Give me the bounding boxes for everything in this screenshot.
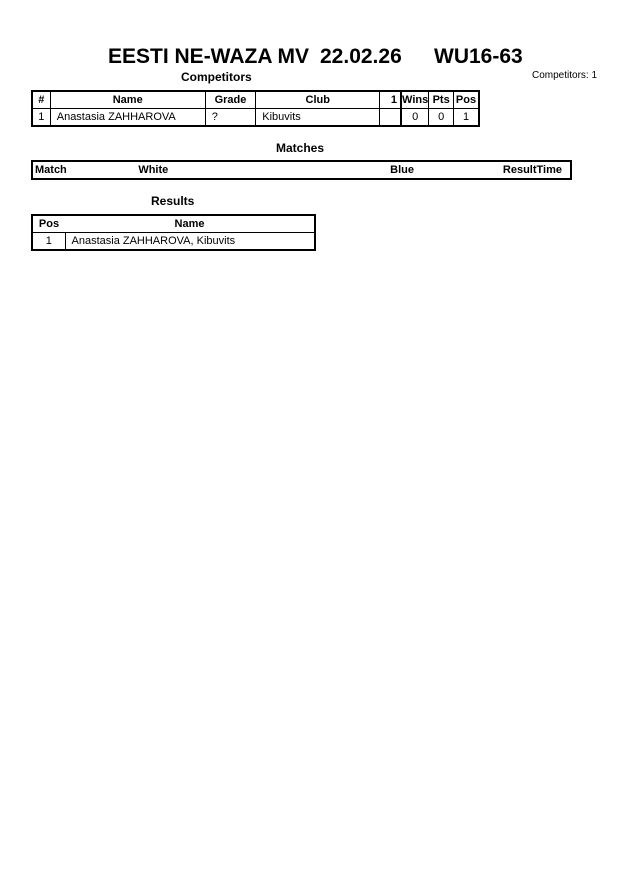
col-pts-header: Pts [429,91,454,109]
competitors-table [31,90,480,127]
competitor-num: 1 [32,109,50,127]
col-time-header: Time [536,163,562,176]
event-name: EESTI NE-WAZA MV [108,45,310,68]
competitors-count: Competitors: 1 [532,70,598,81]
matches-heading: Matches [276,141,325,155]
competitor-pts: 0 [429,109,454,127]
competitor-club: Kibuvits [256,109,380,127]
col-round1-header: 1 [380,91,401,109]
competitor-grade: ? [205,109,256,127]
matches-table [31,160,572,180]
col-result-name-header: Name [65,215,315,233]
competitors-heading: Competitors [181,70,252,84]
col-match-header: Match [35,163,67,176]
competitor-name: Anastasia ZAHHAROVA [50,109,205,127]
col-white-header: White [138,163,169,176]
matches-header-row [32,161,571,179]
col-result-header: Result [502,163,537,176]
result-name: Anastasia ZAHHAROVA, Kibuvits [71,234,236,247]
col-pos-header: Pos [454,91,479,109]
table-row [32,233,315,251]
event-category: WU16-63 [434,45,523,68]
col-result-pos-header: Pos [32,215,65,233]
competitor-round1 [380,109,401,127]
results-table [31,214,316,251]
competitor-pos: 1 [462,110,470,123]
col-blue-header: Blue [390,163,415,176]
competitors-header-row [32,91,479,109]
page-title [108,45,523,69]
result-pos: 1 [32,233,65,251]
col-club-header: Club [256,91,380,109]
col-num-header: # [32,91,50,109]
table-row [32,109,479,127]
col-wins-header: Wins [401,91,429,109]
competitor-wins: 0 [401,109,429,127]
results-header-row [32,215,315,233]
col-grade-header: Grade [205,91,256,109]
event-date: 22.02.26 [320,45,402,68]
results-heading: Results [151,194,195,208]
col-name-header: Name [50,91,205,109]
